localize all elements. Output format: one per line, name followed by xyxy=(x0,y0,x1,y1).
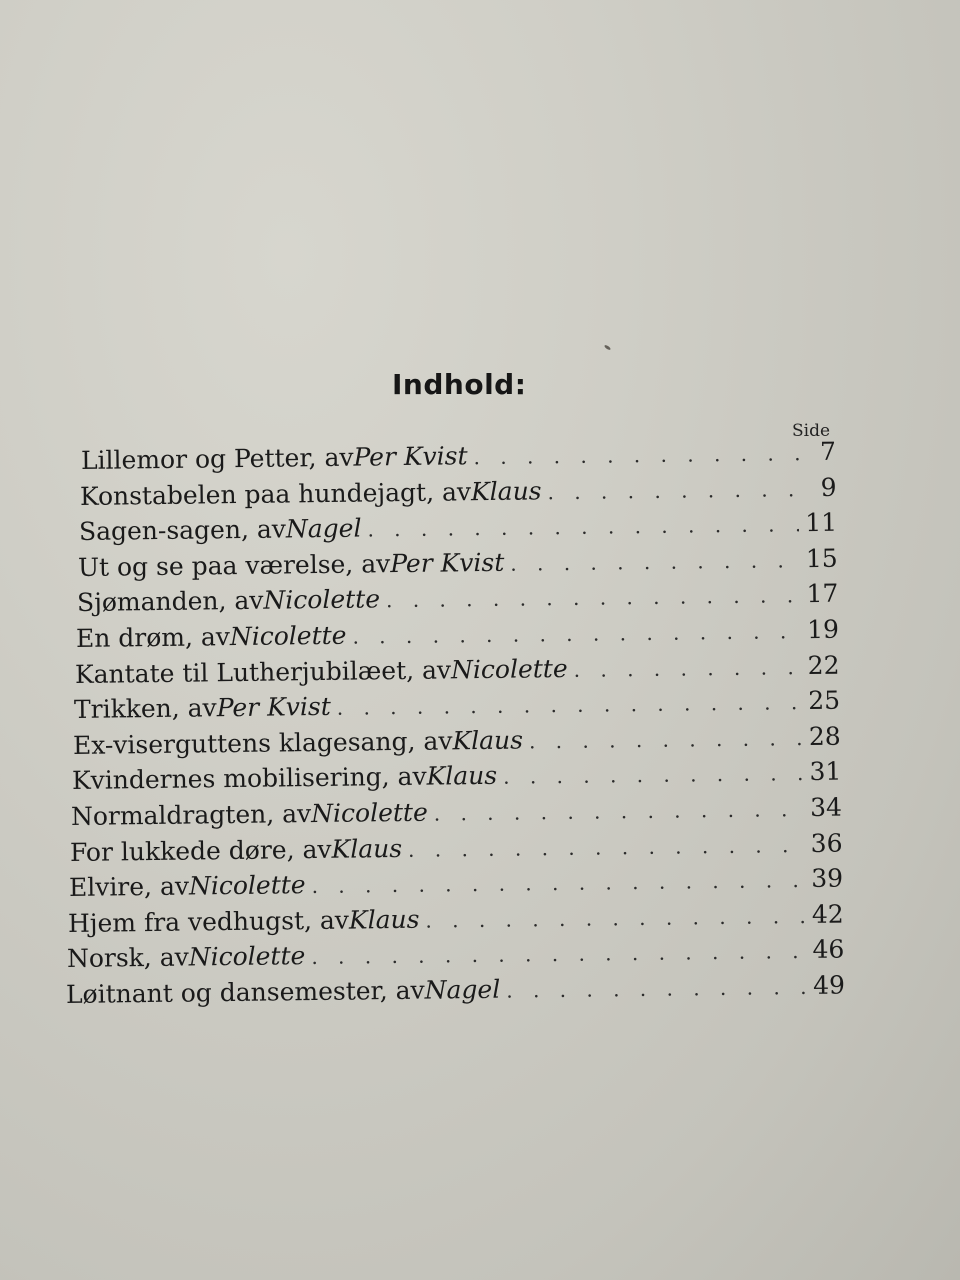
toc-entry-page: 28 xyxy=(808,721,841,751)
toc-entry-page: 15 xyxy=(805,543,838,573)
toc-entry-page: 42 xyxy=(811,899,844,929)
toc-entry-title: Normaldragten, av xyxy=(70,799,312,831)
toc-entry-title: Hjem fra vedhugst, av xyxy=(67,905,350,938)
toc-entry-author: Per Kvist xyxy=(390,547,505,578)
toc-entry-author: Nicolette xyxy=(188,941,306,972)
toc-entry-title: Elvire, av xyxy=(68,871,190,903)
dot-leader xyxy=(425,904,806,933)
dot-leader xyxy=(574,655,802,682)
toc-entry-title: Løitnant og dansemester, av xyxy=(65,975,425,1009)
dot-leader xyxy=(408,833,805,862)
toc-entry-page: 22 xyxy=(807,650,840,680)
toc-entry-page: 9 xyxy=(820,472,837,502)
toc-entry-title: Ex-viserguttens klagesang, av xyxy=(72,726,453,760)
dot-leader xyxy=(503,761,804,789)
page-title: Indhold: xyxy=(392,368,527,401)
page-column-label: Side xyxy=(792,421,831,441)
dot-leader xyxy=(434,797,805,826)
toc-entry-title: Lillemor og Petter, av xyxy=(80,442,354,475)
toc-entry-page: 39 xyxy=(811,863,844,894)
dot-leader xyxy=(311,868,805,898)
toc-entry-title: Norsk, av xyxy=(66,942,189,974)
toc-entry-page: 17 xyxy=(806,579,839,609)
toc-entry-page: 36 xyxy=(810,828,843,858)
toc-entry xyxy=(66,970,845,1014)
dot-leader xyxy=(386,584,801,613)
dot-leader xyxy=(337,690,803,720)
toc-entry-author: Nagel xyxy=(285,513,362,544)
toc-entry-title: Trikken, av xyxy=(73,693,217,725)
toc-entry-page: 7 xyxy=(819,436,837,466)
toc-entry-author: Nicolette xyxy=(310,797,428,829)
toc-entry-title: En drøm, av xyxy=(75,622,231,653)
toc-entry-author: Klaus xyxy=(348,904,420,935)
dot-leader xyxy=(311,939,806,969)
toc-entry-title: Kantate til Lutherjubilæet, av xyxy=(74,654,452,689)
dot-leader xyxy=(510,548,800,576)
toc-entry-author: Klaus xyxy=(331,833,403,864)
toc-entry-page: 31 xyxy=(809,756,842,787)
toc-entry-author: Klaus xyxy=(426,761,498,792)
toc-entry-author: Klaus xyxy=(470,475,542,506)
toc-entry-author: Per Kvist xyxy=(353,441,468,472)
dot-leader xyxy=(473,441,814,469)
toc-entry-author: Per Kvist xyxy=(216,692,331,723)
toc-entry-title: Ut og se paa værelse, av xyxy=(77,548,391,582)
toc-entry-page: 11 xyxy=(805,507,838,538)
dot-leader xyxy=(547,477,814,504)
toc-entry-page: 19 xyxy=(806,614,840,645)
toc-entry-title: Sjømanden, av xyxy=(76,586,264,618)
toc-entry-author: Nicolette xyxy=(229,620,347,652)
toc-entry-author: Nicolette xyxy=(263,584,381,616)
toc-entry-page: 25 xyxy=(808,685,841,716)
toc-entry-author: Klaus xyxy=(452,725,524,756)
dot-leader xyxy=(352,619,801,648)
toc-entry-author: Nicolette xyxy=(188,870,306,901)
dot-leader xyxy=(367,512,799,541)
dot-leader xyxy=(506,975,807,1003)
toc-entry-title: Konstabelen paa hundejagt, av xyxy=(79,476,472,511)
toc-entry-author: Nagel xyxy=(424,974,501,1005)
toc-entry-title: For lukkede døre, av xyxy=(69,834,332,867)
toc-entry-author: Nicolette xyxy=(450,653,568,684)
toc-entry-title: Kvindernes mobilisering, av xyxy=(71,762,427,796)
toc-entry-title: Sagen-sagen, av xyxy=(78,514,287,547)
toc-entry-page: 34 xyxy=(809,792,843,822)
toc-entry-page: 46 xyxy=(812,934,845,965)
dot-leader xyxy=(529,726,803,753)
toc-entry-page: 49 xyxy=(812,970,846,1000)
